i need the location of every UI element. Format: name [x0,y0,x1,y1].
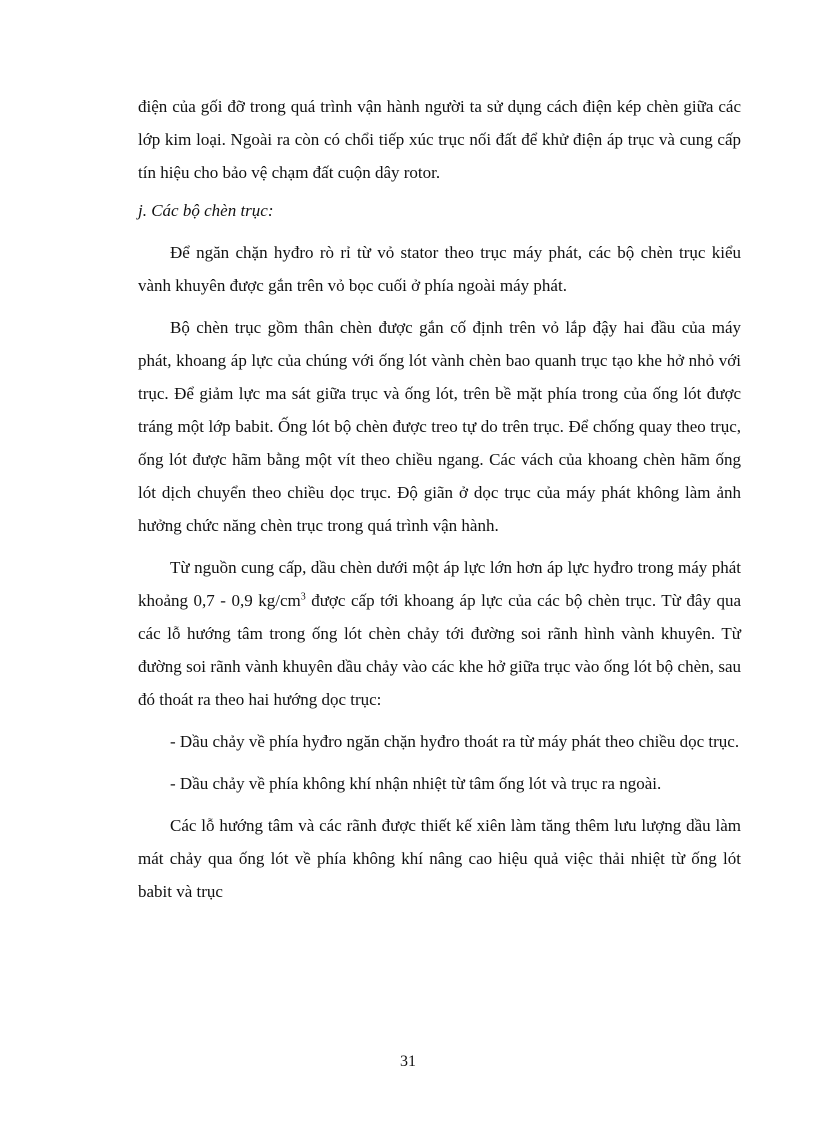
document-body [138,90,741,908]
oil-supply-text-end: được cấp tới khoang áp lực của các bộ chèn trục. Từ đây qua các lỗ hướng tâm trong ống lót chèn chảy tới đường soi rãnh hình vành khuyên. Từ đường soi rãnh vành khuyên dầu chảy vào các khe hở giữa trục vào ống lót bộ chèn, sau đó thoát ra theo hai hướng dọc trục: [138,591,741,709]
oil-supply-text-start: Từ nguồn cung cấp, dầu chèn dưới một áp lực lớn hơn áp lực hyđro trong máy phát khoảng 0,7 - 0,9 kg/cm [138,558,741,610]
list-item-air-side: - Dầu chảy về phía không khí nhận nhiệt từ tâm ống lót và trục ra ngoài. [170,774,662,793]
list-item-hydrogen-side: - Dầu chảy về phía hyđro ngăn chặn hyđro thoát ra từ máy phát theo chiều dọc trục. [170,732,740,751]
section-heading-j: j. Các bộ chèn trục: [138,201,274,220]
paragraph-cooling: Các lỗ hướng tâm và các rãnh được thiết kế xiên làm tăng thêm lưu lượng dầu làm mát chảy qua ống lót về phía không khí nâng cao hiệu quả việc thải nhiệt từ ống lót babit và trục [138,816,741,901]
paragraph-continuation: điện của gối đỡ trong quá trình vận hành người ta sử dụng cách điện kép chèn giữa các lớp kim loại. Ngoài ra còn có chổi tiếp xúc trục nối đất để khử điện áp trục và cung cấp tín hiệu cho bảo vệ chạm đất cuộn dây rotor. [138,97,741,182]
paragraph-oil-supply [138,551,741,716]
superscript-exponent: 3 [300,591,306,603]
paragraph-purpose: Để ngăn chặn hyđro rò rỉ từ vỏ stator theo trục máy phát, các bộ chèn trục kiểu vành khuyên được gắn trên vỏ bọc cuối ở phía ngoài máy phát. [138,243,741,295]
page-number: 31 [400,1053,416,1070]
paragraph-structure: Bộ chèn trục gồm thân chèn được gắn cố định trên vỏ lắp đậy hai đầu của máy phát, khoang áp lực của chúng với ống lót vành chèn bao quanh trục tạo khe hở nhỏ với trục. Để giảm lực ma sát giữa trục và ống lót, trên bề mặt phía trong của ống lót được tráng một lớp babit. Ống lót bộ chèn được treo tự do trên trục. Để chống quay theo trục, ống lót được hãm bằng một vít theo chiều ngang. Các vách của khoang chèn hãm ống lót dịch chuyển theo chiều dọc trục. Độ giãn ở dọc trục của máy phát không làm ảnh hưởng chức năng chèn trục trong quá trình vận hành. [138,318,741,535]
